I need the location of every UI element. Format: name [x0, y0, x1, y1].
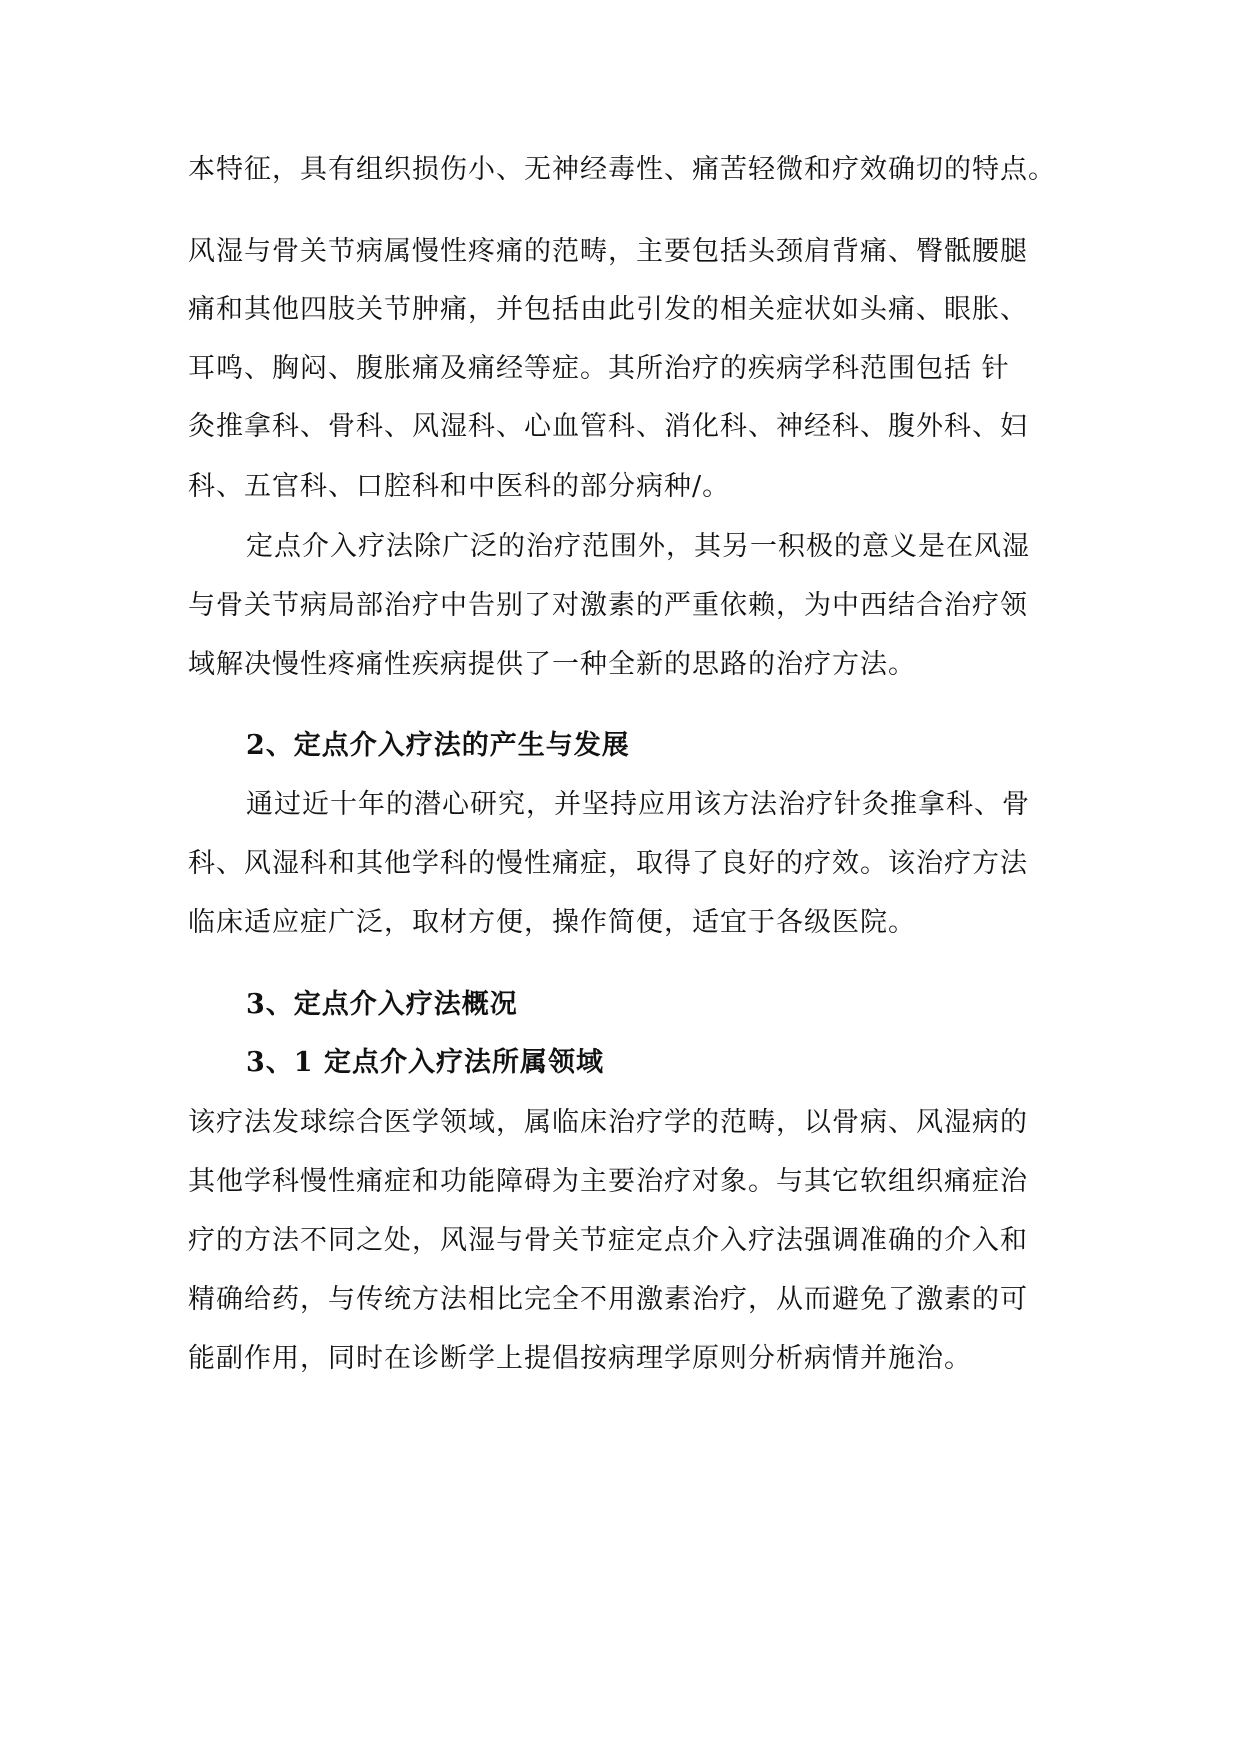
subsection-heading: 3、1 定点介入疗法所属领域 — [246, 1047, 604, 1078]
paragraph-line: 通过近十年的潜心研究，并坚持应用该方法治疗针灸推拿科、骨 — [246, 789, 1030, 820]
paragraph-line: 域解决慢性疼痛性疾病提供了一种全新的思路的治疗方法。 — [188, 649, 916, 680]
section-heading: 3、定点介入疗法概况 — [246, 989, 518, 1020]
paragraph-line: 其他学科慢性痛症和功能障碍为主要治疗对象。与其它软组织痛症治 — [188, 1166, 1028, 1197]
paragraph-line: 该疗法发球综合医学领域，属临床治疗学的范畴，以骨病、风湿病的 — [188, 1107, 1028, 1138]
paragraph-line: 临床适应症广泛，取材方便，操作简便，适宜于各级医院。 — [188, 907, 916, 938]
paragraph-line: 痛和其他四肢关节肿痛，并包括由此引发的相关症状如头痛、眼胀、 — [188, 294, 1028, 325]
paragraph-line: 与骨关节病局部治疗中告别了对激素的严重依赖，为中西结合治疗领 — [188, 590, 1028, 621]
section-heading: 2、定点介入疗法的产生与发展 — [246, 730, 630, 761]
paragraph-line: 定点介入疗法除广泛的治疗范围外，其另一积极的意义是在风湿 — [246, 531, 1030, 562]
paragraph-line: 精确给药，与传统方法相比完全不用激素治疗，从而避免了激素的可 — [188, 1284, 1028, 1315]
paragraph-line: 本特征，具有组织损伤小、无神经毒性、痛苦轻微和疗效确切的特点。 — [188, 154, 1056, 185]
paragraph-line: 科、风湿科和其他学科的慢性痛症，取得了良好的疗效。该治疗方法 — [188, 848, 1028, 879]
paragraph-line: 疗的方法不同之处，风湿与骨关节症定点介入疗法强调准确的介入和 — [188, 1225, 1028, 1256]
paragraph-line: 风湿与骨关节病属慢性疼痛的范畴，主要包括头颈肩背痛、臀骶腰腿 — [188, 236, 1028, 267]
paragraph-line: 耳鸣、胸闷、腹胀痛及痛经等症。其所治疗的疾病学科范围包括 针 — [188, 353, 1010, 384]
paragraph-line: 灸推拿科、骨科、风湿科、心血管科、消化科、神经科、腹外科、妇 — [188, 411, 1028, 442]
paragraph-line: 能副作用，同时在诊断学上提倡按病理学原则分析病情并施治。 — [188, 1343, 972, 1374]
paragraph-line: 科、五官科、口腔科和中医科的部分病种/。 — [188, 471, 731, 502]
